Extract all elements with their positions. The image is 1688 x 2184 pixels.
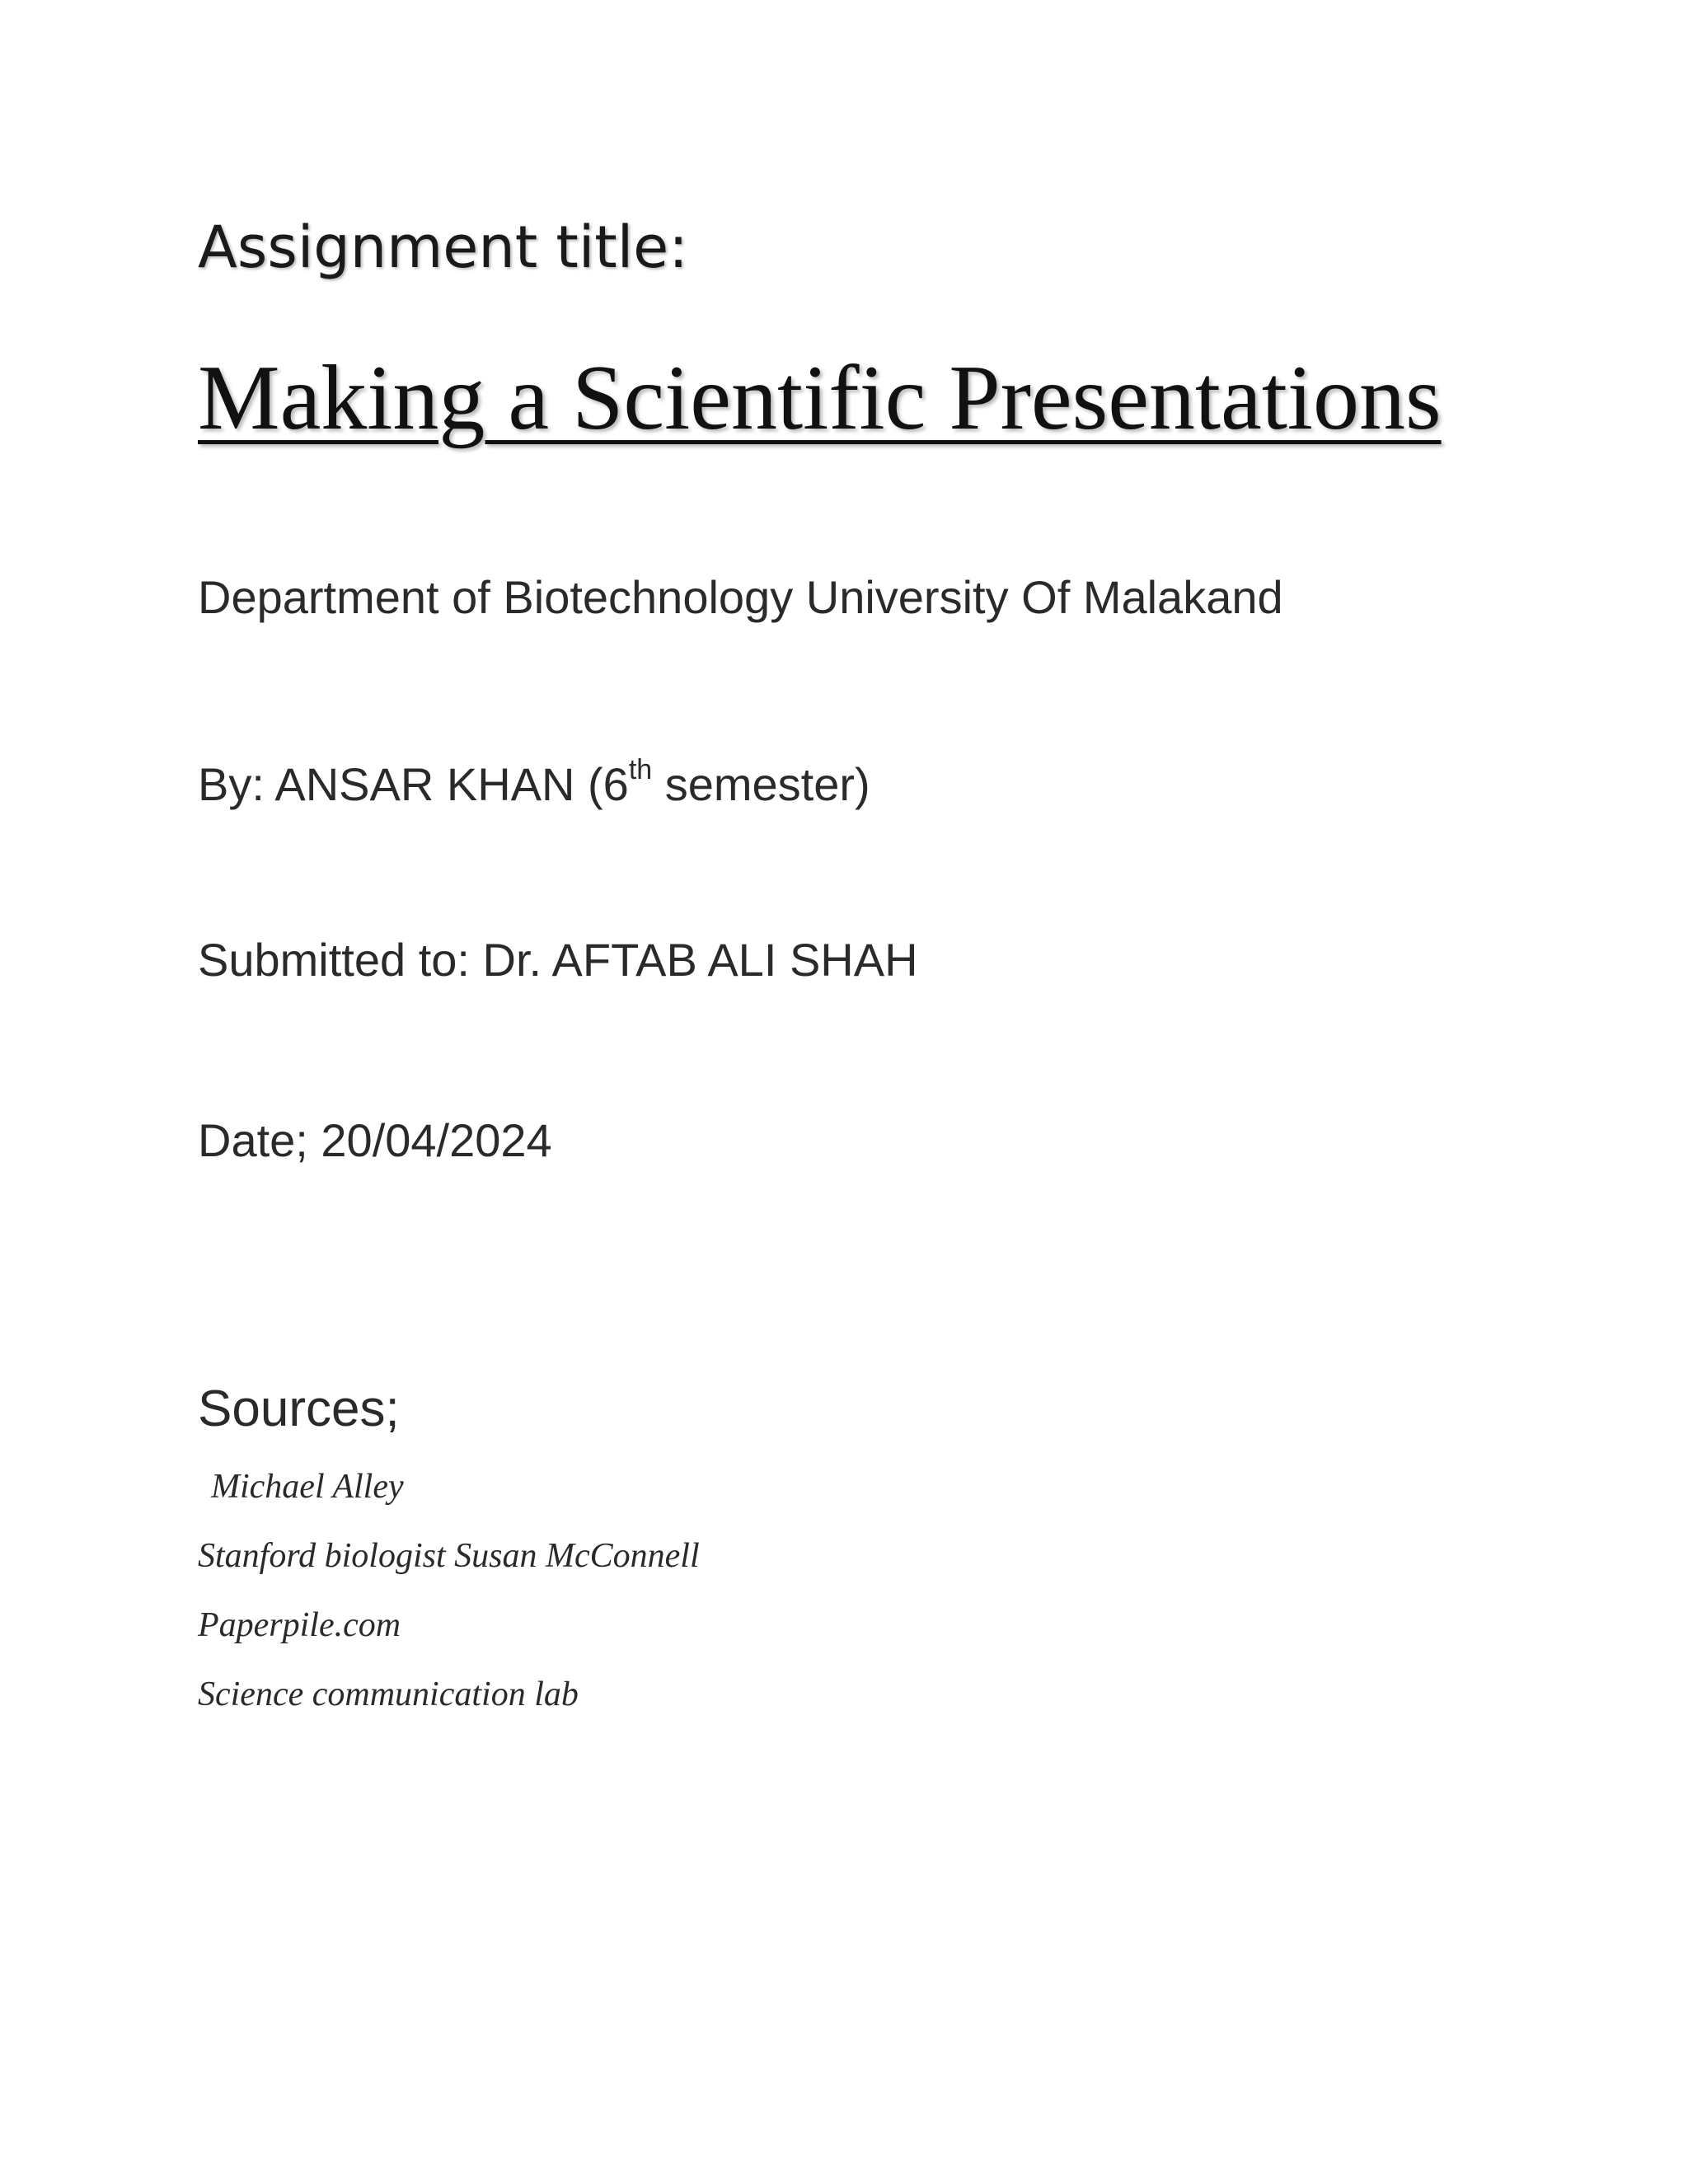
submitted-to-line: Submitted to: Dr. AFTAB ALI SHAH <box>198 934 918 986</box>
author-line <box>198 755 870 814</box>
department-line: Department of Biotechnology University Of Malakand <box>198 571 1283 623</box>
source-item: Science communication lab <box>198 1675 579 1713</box>
author-suffix: semester) <box>652 758 870 810</box>
source-item: Paperpile.com <box>198 1606 401 1644</box>
author-prefix: By: ANSAR KHAN (6 <box>198 758 629 810</box>
main-title: Making a Scientific Presentations <box>198 347 1442 449</box>
assignment-title-label: Assignment title: <box>198 213 688 281</box>
sources-heading: Sources; <box>198 1380 400 1437</box>
date-line: Date; 20/04/2024 <box>198 1114 552 1166</box>
author-superscript: th <box>628 754 653 786</box>
source-item: Michael Alley <box>211 1468 404 1506</box>
source-item: Stanford biologist Susan McConnell <box>198 1537 700 1575</box>
